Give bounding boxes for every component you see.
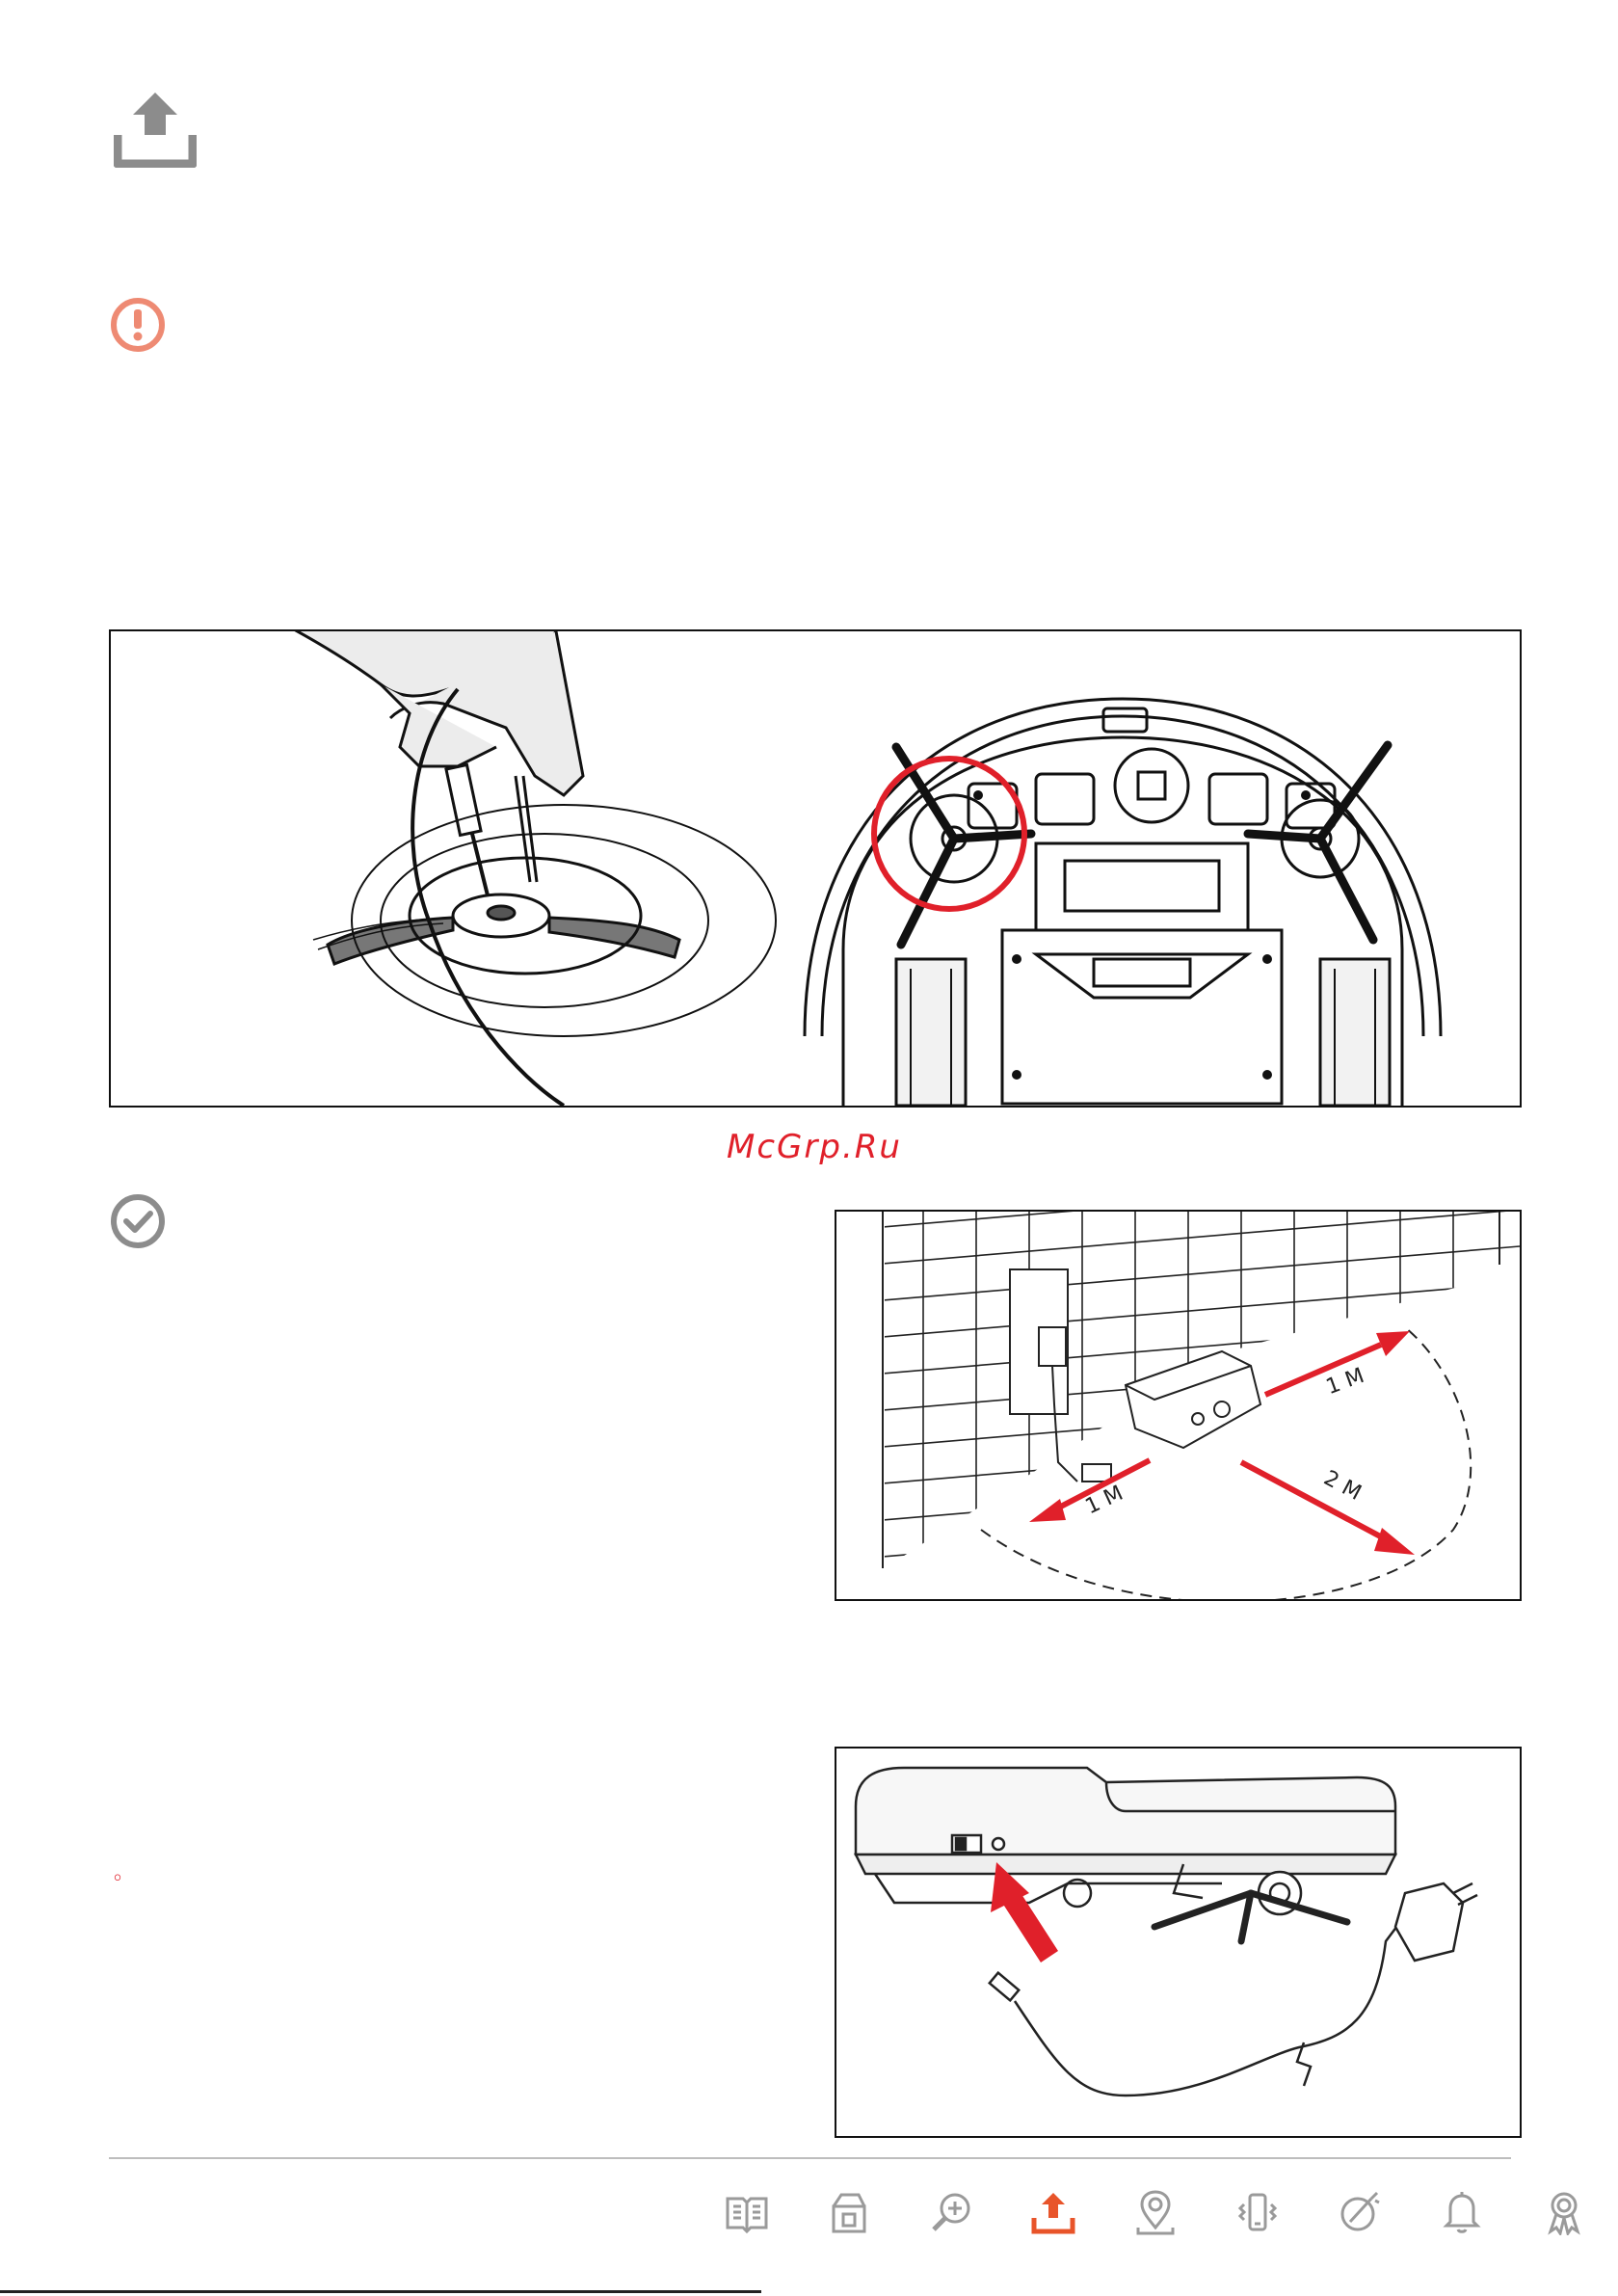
installation-distance-figure [835, 1210, 1522, 1601]
footer-nav [696, 2183, 1615, 2241]
distance-label-left: 1 M [1081, 1481, 1127, 1520]
page-bottom-edge [0, 2290, 761, 2293]
warning-icon [109, 296, 167, 359]
clean-brush-icon[interactable] [1309, 2183, 1411, 2241]
zoom-detail-icon[interactable] [900, 2183, 1002, 2241]
distance-label-front: 2 M [1319, 1466, 1366, 1506]
watermark: McGrp.Ru [727, 1128, 902, 1166]
phone-vibrate-icon[interactable] [1207, 2183, 1309, 2241]
award-ribbon-icon[interactable] [1513, 2183, 1615, 2241]
upload-nav-icon[interactable] [1002, 2183, 1104, 2241]
bell-icon[interactable] [1411, 2183, 1513, 2241]
side-brush-figure [109, 629, 1522, 1108]
direct-charging-figure [835, 1747, 1522, 2138]
check-circle-icon [109, 1192, 167, 1255]
red-mark: 。 [114, 1859, 136, 1883]
upload-icon [114, 85, 197, 173]
location-pin-icon[interactable] [1104, 2183, 1207, 2241]
footer-divider [109, 2157, 1511, 2159]
package-contents-icon[interactable] [798, 2183, 900, 2241]
manual-book-icon[interactable] [696, 2183, 798, 2241]
distance-label-right: 1 M [1322, 1363, 1368, 1401]
